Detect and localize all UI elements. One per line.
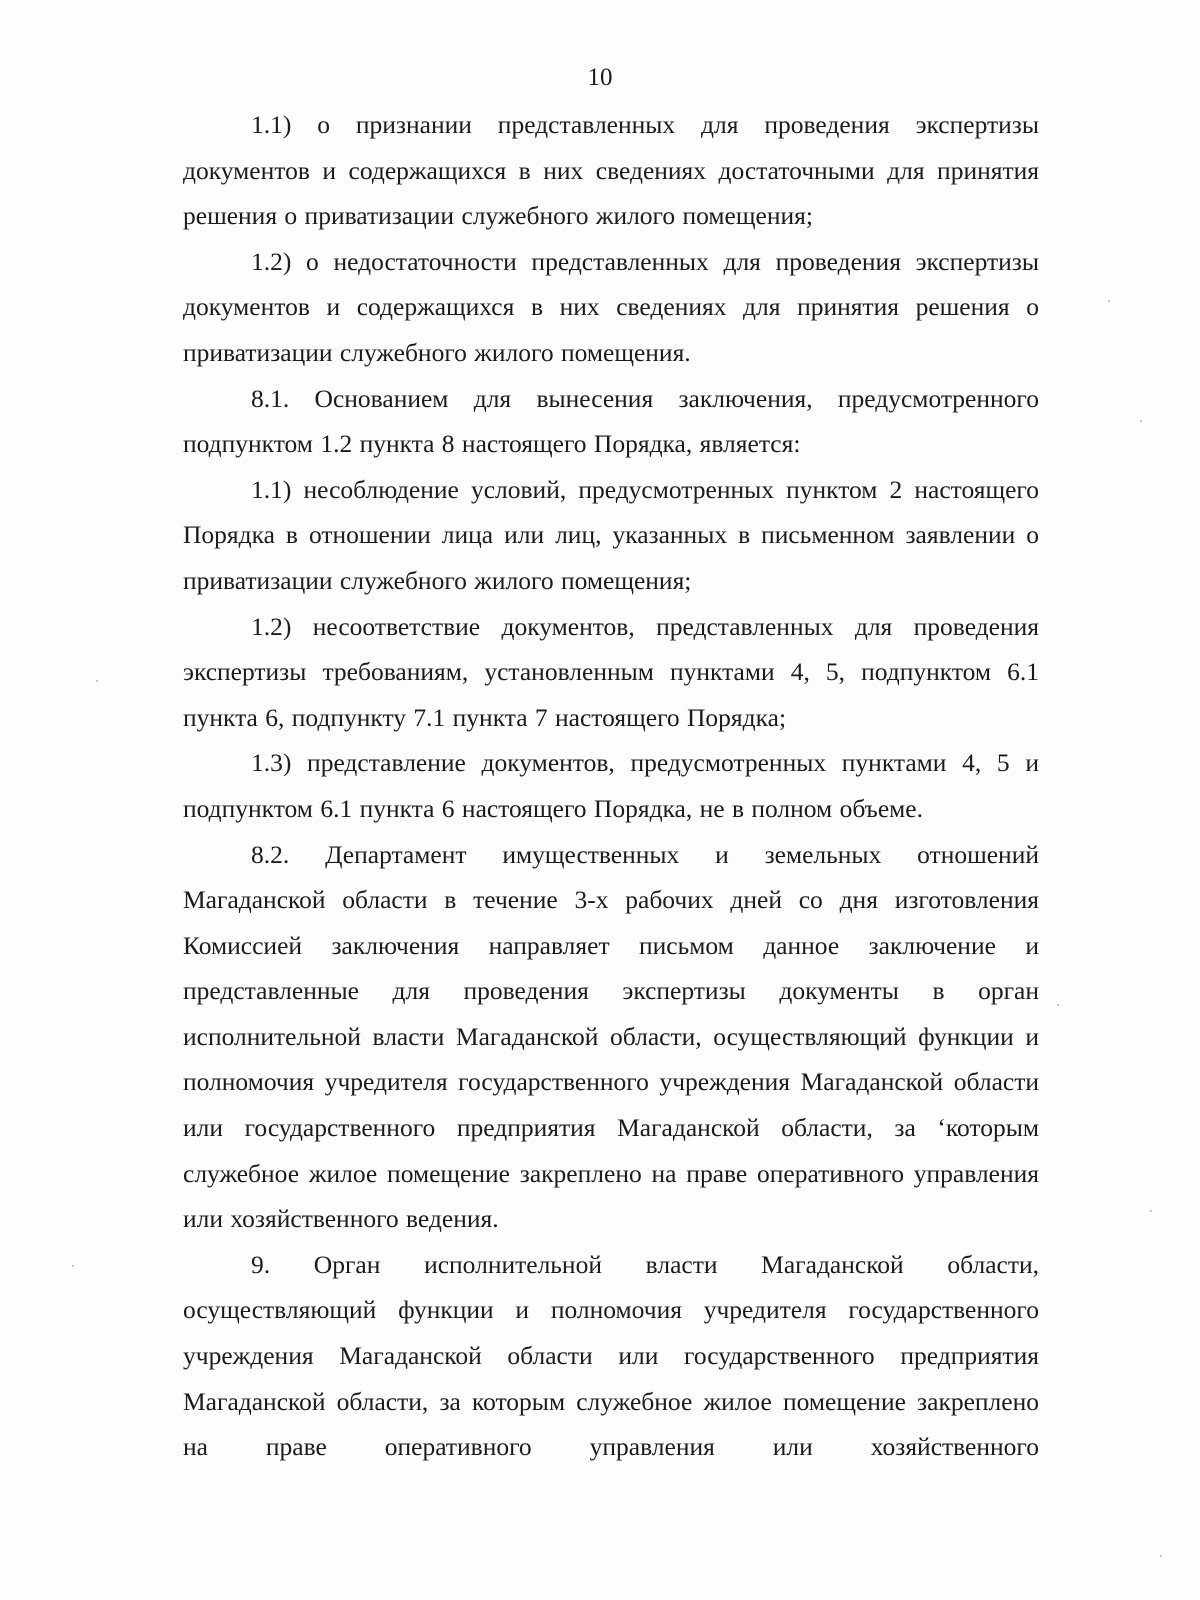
scan-speck: [96, 680, 98, 682]
page-number: 10: [587, 64, 613, 91]
paragraph-1-1-noncompliance: 1.1) несоблюдение условий, предусмотренных пунктом 2 настоящего Порядка в отношении лица или лиц, указанных в письменном заявлении о приватизации служебного жилого помещения;: [183, 474, 1039, 595]
document-body: [183, 102, 1039, 1470]
scan-speck: [1150, 1210, 1152, 1212]
paragraph-9-executive-body: 9. Орган исполнительной власти Магаданской области, осуществляющий функции и полномочия учредителя государственного учреждения Магаданской области или государственного предприятия Магаданской области, за которым служебное жилое помещение закреплено на праве оперативного управления или хозяйственного: [183, 1249, 1039, 1462]
paragraph-1-3-incomplete: 1.3) представление документов, предусмотренных пунктами 4, 5 и подпунктом 6.1 пункта 6 настоящего Порядка, не в полном объеме.: [183, 748, 1039, 823]
scan-speck: [1108, 300, 1110, 302]
paragraph-8-1-grounds: 8.1. Основанием для вынесения заключения, предусмотренного подпунктом 1.2 пункта 8 настоящего Порядка, является:: [183, 383, 1039, 459]
scan-speck: [1140, 420, 1142, 422]
paragraph-1-2-insufficiency: 1.2) о недостаточности представленных для проведения экспертизы документов и содержащихся в них сведениях для принятия решения о приватизации служебного жилого помещения.: [183, 246, 1039, 367]
scan-speck: [72, 1265, 74, 1267]
paragraph-1-2-nonconformity: 1.2) несоответствие документов, представленных для проведения экспертизы требованиям, установленным пунктами 4, 5, подпунктом 6.1 пункта 6, подпункту 7.1 пункта 7 настоящего Порядка;: [183, 611, 1039, 732]
paragraph-1-1-sufficiency: 1.1) о признании представленных для проведения экспертизы документов и содержащихся в них сведениях достаточными для принятия решения о приватизации служебного жилого помещения;: [183, 110, 1039, 231]
scan-speck: [1057, 1004, 1059, 1006]
paragraph-8-2-department: 8.2. Департамент имущественных и земельных отношений Магаданской области в течение 3-х рабочих дней со дня изготовления Комиссией заключения направляет письмом данное заключение и представленные для проведения экспертизы документы в орган исполнительной власти Магаданской области, осуществляющий функции и полномочия учредителя государственного учреждения Магаданской области или государственного предприятия Магаданской области, за ‘которым служебное жилое помещение закреплено на праве оперативного управления или хозяйственного ведения.: [183, 839, 1039, 1234]
scan-speck: [1160, 1555, 1162, 1557]
